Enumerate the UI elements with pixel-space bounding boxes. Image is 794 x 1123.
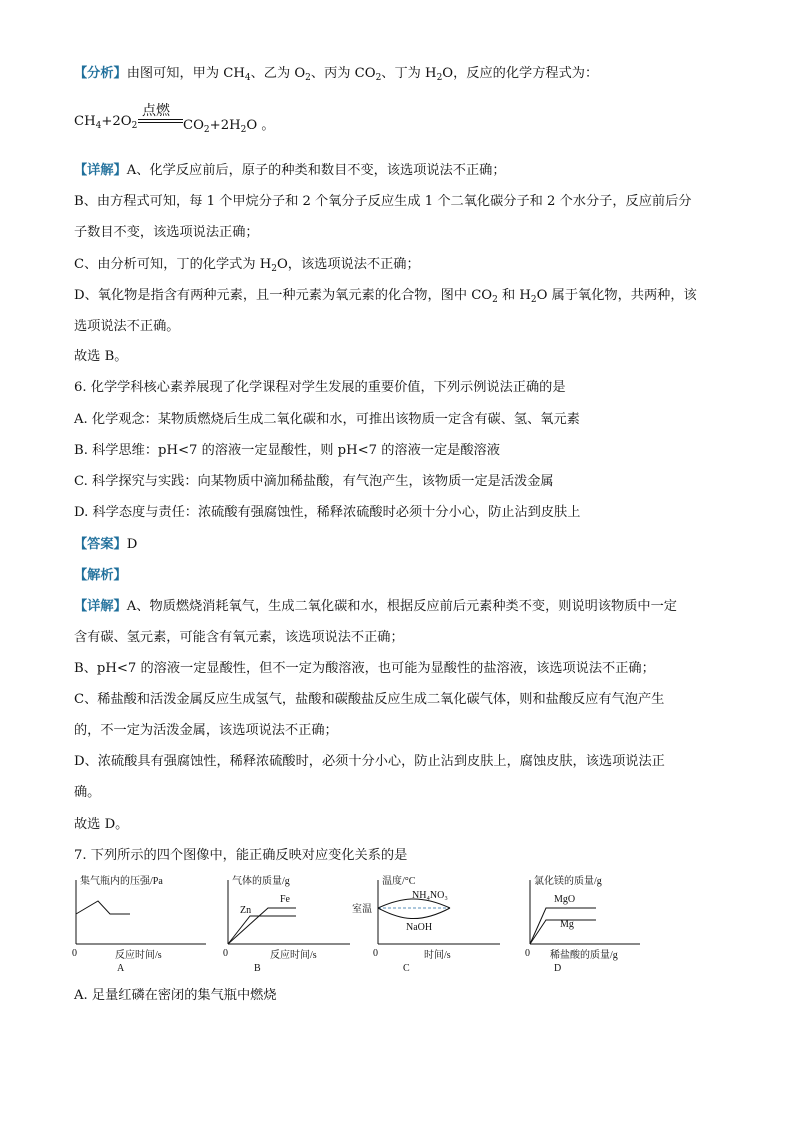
- question-6-detail-d1: D、浓硫酸具有强腐蚀性，稀释浓硫酸时，必须十分小心，防止沾到皮肤上，腐蚀皮肤，该选项说法正: [74, 754, 665, 769]
- graph-a-xlabel: 反应时间/s: [115, 950, 162, 961]
- question-6-detail-a1: 【详解】A、物质燃烧消耗氧气，生成二氧化碳和水，根据反应前后元素种类不变，则说明该物质中一定: [74, 599, 677, 614]
- subscript: 2: [305, 73, 311, 83]
- question-6-detail-a2: 含有碳、氢元素，可能含有氧元素，该选项说法不正确；: [74, 630, 404, 645]
- question-7-graphs: [60, 872, 670, 982]
- graph-b-xlabel: 反应时间/s: [270, 950, 317, 961]
- graph-d: [525, 874, 640, 974]
- graph-c-ylabel: 温度/°C: [382, 876, 416, 887]
- graph-b-origin: 0: [223, 948, 228, 959]
- analysis-text: O，反应的化学方程式为：: [442, 66, 599, 81]
- graph-d-ylabel: 氯化镁的质量/g: [534, 876, 602, 887]
- graph-d-series-mg: Mg: [560, 919, 574, 930]
- question-6-option-d: D. 科学态度与责任：浓硫酸有强腐蚀性，稀释浓硫酸时必须十分小心，防止沾到皮肤上: [74, 505, 581, 520]
- graph-a-letter: A: [117, 963, 125, 974]
- answer-tag: 【答案】: [74, 537, 127, 552]
- graph-c: [352, 874, 500, 974]
- graph-b-ylabel: 气体的质量/g: [232, 876, 290, 887]
- subscript: 2: [375, 73, 382, 83]
- graph-a: [72, 874, 206, 974]
- detail-tag: 【详解】: [74, 599, 127, 614]
- detail-line-b1: B、由方程式可知，每 1 个甲烷分子和 2 个氧分子反应生成 1 个二氧化碳分子和 2 个水分子，反应前后分: [74, 194, 692, 209]
- question-6-option-a: A. 化学观念：某物质燃烧后生成二氧化碳和水，可推出该物质一定含有碳、氢、氧元素: [74, 412, 580, 427]
- detail-text: A、化学反应前后，原子的种类和数目不变，该选项说法不正确；: [126, 163, 506, 178]
- graph-c-origin: 0: [373, 948, 378, 959]
- graph-a-curve: [76, 901, 130, 914]
- graph-b-fe-line: [228, 908, 296, 944]
- question-6-detail-c1: C、稀盐酸和活泼金属反应生成氢气，盐酸和碳酸盐反应生成二氧化碳气体，则和盐酸反应有气泡产生: [74, 692, 665, 707]
- graph-b-series-zn: Zn: [240, 905, 252, 916]
- graph-d-letter: D: [554, 963, 562, 974]
- graph-c-series-naoh: NaOH: [406, 922, 433, 933]
- equation-equals-bar: [138, 119, 183, 123]
- equation-rhs: $CO_2+2H_2O$ 。: [183, 118, 275, 135]
- question-6-option-b: B. 科学思维：pH<7 的溶液一定显酸性，则 pH<7 的溶液一定是酸溶液: [74, 443, 500, 458]
- detail-line-a: [74, 161, 506, 181]
- question-6-detail-d2: 确。: [74, 785, 101, 800]
- detail-line-d1: D、氧化物是指含有两种元素，且一种元素为氧元素的化合物，图中 $CO_2$ 和 $H_2O$ 属于氧化物，共两种，该: [74, 288, 697, 305]
- graph-c-series-nh4no3: NH₄NO₃: [412, 890, 448, 901]
- analysis-tag: 【分析】: [74, 66, 127, 81]
- graph-c-xlabel: 时间/s: [424, 950, 451, 961]
- question-6-final: 故选 D。: [74, 817, 129, 832]
- graph-c-ref: 室温: [352, 904, 372, 915]
- graph-d-series-mgo: MgO: [554, 894, 576, 905]
- question-6-answer: [74, 535, 137, 555]
- question-6-detail-c2: 的，不一定为活泼金属，该选项说法不正确；: [74, 723, 338, 738]
- detail-line-b2: 子数目不变，该选项说法正确；: [74, 225, 259, 240]
- question-6-jiexi: [74, 566, 127, 586]
- graph-a-ylabel: 集气瓶内的压强/Pa: [80, 876, 163, 887]
- graph-a-origin: 0: [72, 948, 77, 959]
- graph-b-letter: B: [254, 963, 261, 974]
- graph-d-origin: 0: [525, 948, 530, 959]
- question-7-stem: 7. 下列所示的四个图像中，能正确反映对应变化关系的是: [74, 848, 408, 863]
- graph-c-letter: C: [403, 963, 410, 974]
- analysis-text: 由图可知，甲为 CH: [126, 66, 245, 81]
- detail-line-d2: 选项说法不正确。: [74, 319, 180, 334]
- subscript: 2: [436, 73, 443, 83]
- analysis-text: 、乙为 O: [250, 66, 306, 81]
- graph-c-lower-curve: [378, 908, 450, 919]
- equation-condition: 点燃: [142, 103, 170, 119]
- analysis-line: [74, 64, 598, 84]
- detail-line-c: C、由分析可知，丁的化学式为 $H_2O$，该选项说法不正确；: [74, 257, 420, 274]
- answer-value: D: [126, 537, 138, 552]
- analysis-text: 、丙为 CO: [310, 66, 376, 81]
- graph-d-xlabel: 稀盐酸的质量/g: [550, 950, 618, 961]
- jiexi-tag: 【解析】: [74, 568, 127, 583]
- graphs-svg: [60, 872, 670, 982]
- detail-tag: 【详解】: [74, 163, 127, 178]
- question-6-detail-b: B、pH<7 的溶液一定显酸性，但不一定为酸溶液，也可能为显酸性的盐溶液，该选项说法不正确；: [74, 661, 655, 676]
- answer-line: 故选 B。: [74, 349, 128, 364]
- question-6-option-c: C. 科学探究与实践：向某物质中滴加稀盐酸，有气泡产生，该物质一定是活泼金属: [74, 474, 554, 489]
- subscript: 4: [244, 73, 251, 83]
- graph-b: [223, 874, 350, 974]
- graph-b-series-fe: Fe: [280, 894, 290, 905]
- analysis-text: 、丁为 H: [381, 66, 437, 81]
- question-7-option-a: A. 足量红磷在密闭的集气瓶中燃烧: [74, 988, 277, 1003]
- graph-b-zn-line: [228, 916, 296, 944]
- equation-lhs: $CH_4+2O_2$: [74, 114, 138, 131]
- question-6-stem: 6. 化学学科核心素养展现了化学课程对学生发展的重要价值，下列示例说法正确的是: [74, 380, 566, 395]
